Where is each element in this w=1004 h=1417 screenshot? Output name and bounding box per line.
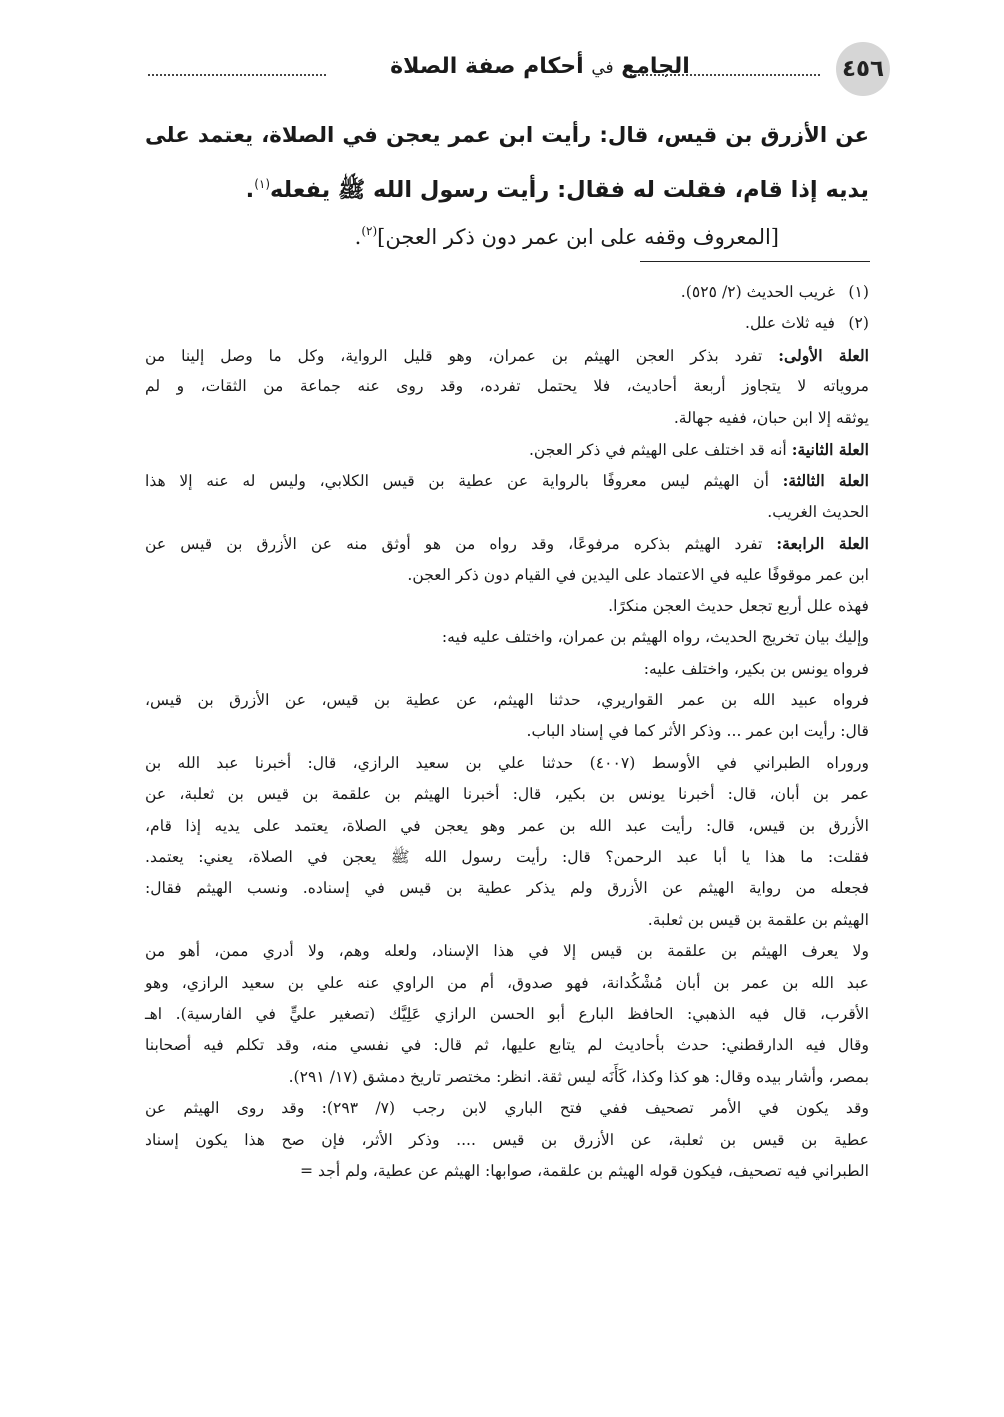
footnote-line <box>145 465 869 496</box>
footnote-ref-1: (١) <box>254 177 271 191</box>
footnote-line: وإليك بيان تخريج الحديث، رواه الهيثم بن عمران، واختلف عليه فيه: <box>441 628 869 647</box>
footnote-line: وقد يكون في الأمر تصحيف ففي فتح الباري لابن رجب (٧/ ٢٩٣): وقد روى الهيثم عن <box>145 1099 869 1118</box>
reason-label: العلة الثانية: <box>791 439 869 459</box>
main-text-line: عن الأزرق بن قيس، قال: رأيت ابن عمر يعجن في الصلاة، يعتمد على <box>145 123 869 148</box>
footnote-2 <box>145 308 869 339</box>
footnote-line-text: تفرد بذكر العجن الهيثم بن عمران، وهو قليل الرواية، وكل ما وصل إلينا من <box>145 346 779 365</box>
footnote-line: قال: رأيت ابن عمر ... وذكر الأثر كما في إسناد الباب. <box>526 722 869 741</box>
editor-note <box>145 208 869 254</box>
footnote-line: عطية بن قيس بن ثعلبة، عن الأزرق بن قيس .... وذكر الأثر، فإن صح هذا يكون إسناد <box>145 1130 869 1149</box>
footnote-line: وقال فيه الدارقطني: حدث بأحاديث لم يتابع عليها، ثم قال: في نفسي منه، وقد تكلم فيه أصحابنا <box>145 1036 869 1055</box>
main-text-segment: يديه إذا قام، فقلت له فقال: رأيت رسول الله ﷺ يفعله <box>270 177 869 203</box>
footnote-number: (١) <box>848 283 869 301</box>
footnote-line: فجعله من رواية الهيثم عن الأزرق ولم يذكر عطية بن قيس في إسناده. ونسب الهيثم فقال: <box>145 879 869 898</box>
footnotes <box>145 277 869 1187</box>
reason-label: العلة الرابعة: <box>776 534 869 554</box>
footnote-number: (٢) <box>848 314 869 333</box>
footnote-line-text: تفرد الهيثم بذكره مرفوعًا، وقد رواه من هو أوثق منه عن الأزرق بن قيس عن <box>145 535 777 554</box>
footnote-line-text: أن الهيثم ليس معروفًا بالرواية عن عطية بن قيس الكلابي، وليس له عنه إلا هذا <box>145 472 783 491</box>
footnote-line: عبد الله بن عمر بن أبان مُشْكُدانة، فهو صدوق، أم من الراوي عنه علي بن سعيد الرازي، وهو <box>145 973 869 992</box>
footnote-line: الأقرب، قال فيه الذهبي: الحافظ البارع أبو الحسن الرازي عَلِيَّك (تصغير عليٍّ في الفارسية). اهـ <box>145 1004 869 1023</box>
footnote-text: غريب الحديث (٢/ ٥٢٥). <box>680 283 835 301</box>
main-text <box>145 112 869 254</box>
footnote-line: بمصر، وأشار بيده وقال: هو كذا وكذا، كَأَنَه ليس ثقة. انظر: مختصر تاريخ دمشق (١٧/ ٢٩١). <box>288 1067 869 1086</box>
footnote-line: فرواه عبيد الله بن عمر القواريري، حدثنا الهيثم، عن عطية بن قيس، عن الأزرق بن قيس، <box>145 691 869 710</box>
footnote-line: الحديث الغريب. <box>767 502 869 521</box>
footnote-line: مروياته لا يتجاوز أربعة أحاديث، فلا يحتمل تفرده، وقد روى عنه جماعة من الثقات، و لم <box>145 377 869 396</box>
book-title-connector: في <box>591 58 614 78</box>
footnote-text: فيه ثلاث علل. <box>745 314 835 333</box>
footnote-line: فقلت: ما هذا يا أبا عبد الرحمن؟ قال: رأيت رسول الله ﷺ يعجن في الصلاة، يعني: يعتمد. <box>145 848 869 867</box>
page-header <box>140 42 890 108</box>
footnote-line <box>145 528 869 559</box>
footnote-line: فهذه علل أربع تجعل حديث العجن منكرًا. <box>608 596 869 615</box>
footnote-line: ابن عمر موقوفًا عليه في الاعتماد على اليدين في القيام دون ذكر العجن. <box>407 565 869 584</box>
book-title-word-2: أحكام صفة الصلاة <box>390 54 584 79</box>
footnote-ref-2: (٢) <box>361 224 378 238</box>
footnote-line: يوثقه إلا ابن حبان، ففيه جهالة. <box>673 408 869 427</box>
header-dotted-rule-left <box>148 74 326 76</box>
main-text-period: . <box>245 177 255 203</box>
footnote-separator <box>640 261 870 262</box>
footnote-line: وروراه الطبراني في الأوسط (٤٠٠٧) حدثنا علي بن سعيد الرازي، قال: أخبرنا عبد الله بن <box>145 753 870 772</box>
page-number-badge: ٤٥٦ <box>836 42 890 96</box>
footnote-line-text: أنه قد اختلف على الهيثم في ذكر العجن. <box>528 440 792 459</box>
main-text-line <box>145 160 869 208</box>
footnote-line: الطبراني فيه تصحيف، فيكون قوله الهيثم بن علقمة، صوابها: الهيثم عن عطية، ولم أجد = <box>300 1161 869 1180</box>
reason-label: العلة الأولى: <box>778 345 870 365</box>
editor-note-text: [المعروف وقفه على ابن عمر دون ذكر العجن] <box>377 225 779 249</box>
book-title-word-1: الجامع <box>621 54 690 79</box>
footnote-1 <box>145 277 869 308</box>
footnote-line <box>145 340 869 371</box>
footnote-line: الأزرق بن قيس، قال: رأيت عبد الله بن عمر وهو يعجن في الصلاة، يعتمد على يديه إذا قام، <box>145 816 869 835</box>
editor-note-period: . <box>354 225 362 249</box>
footnote-line: الهيثم بن علقمة بن قيس بن ثعلبة. <box>647 910 869 929</box>
footnote-line <box>145 434 869 465</box>
header-dotted-rule-right <box>630 74 820 76</box>
footnote-line: فرواه يونس بن بكير، واختلف عليه: <box>643 659 869 678</box>
footnote-line: عمر بن أبان، قال: أخبرنا يونس بن بكير، قال: أخبرنا الهيثم بن علقمة بن قيس بن ثعلبة، عن <box>145 785 869 804</box>
reason-label: العلة الثالثة: <box>782 471 869 491</box>
footnote-line: ولا يعرف الهيثم بن علقمة بن قيس إلا في هذا الإسناد، ولعله وهم، ولا أدري ممن، أهو من <box>145 942 869 961</box>
